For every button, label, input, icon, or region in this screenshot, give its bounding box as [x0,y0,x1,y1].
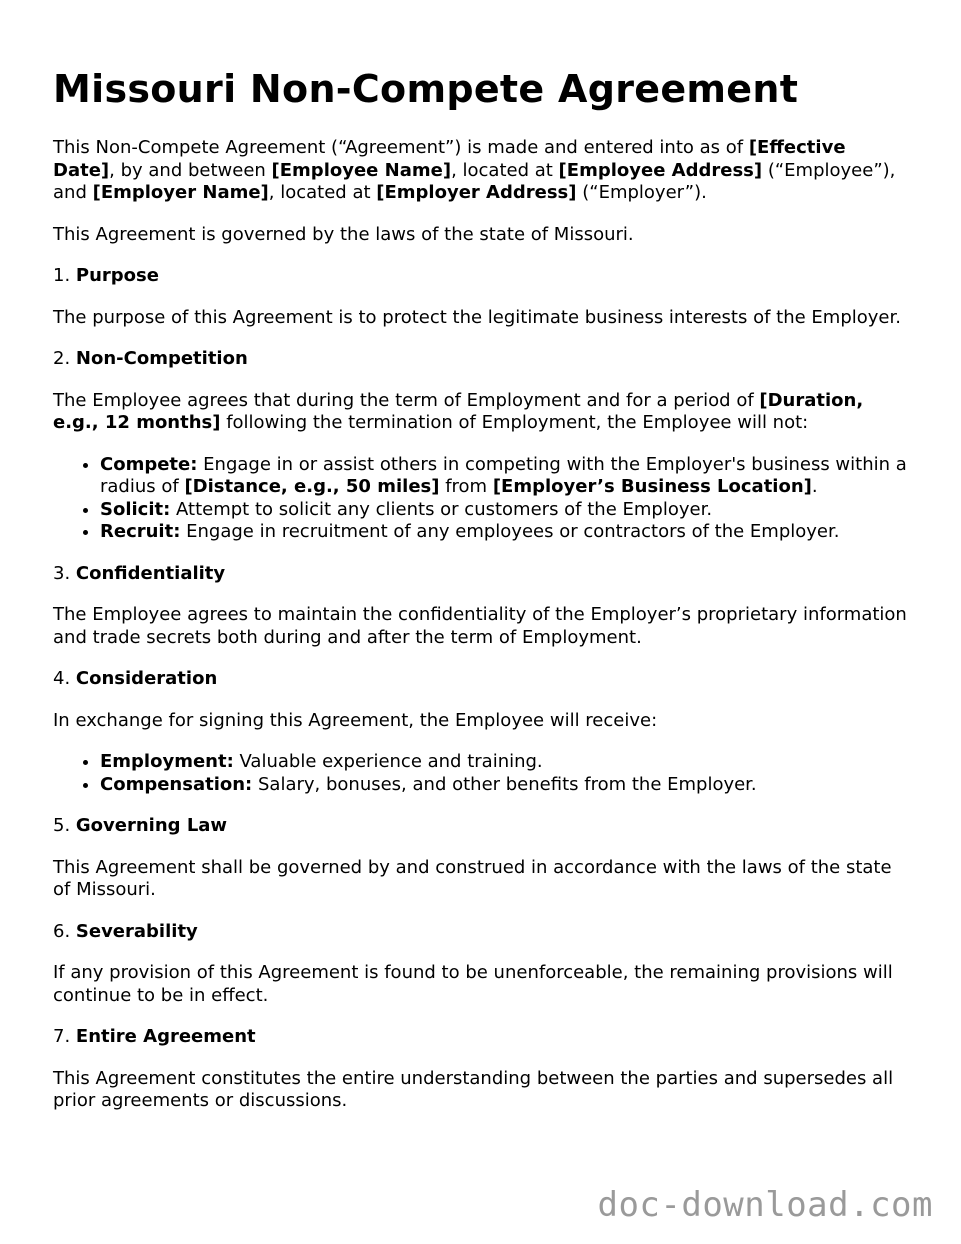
employer-name-placeholder: [Employer Name] [92,182,269,203]
section-number: 2. [53,348,76,369]
employer-address-placeholder: [Employer Address] [376,182,577,203]
non-competition-list [53,454,913,544]
section-heading-non-competition [53,348,913,371]
list-item-label: Solicit: [100,498,171,520]
business-location-placeholder: [Employer’s Business Location] [492,476,812,497]
section-heading-confidentiality [53,563,913,586]
employee-name-placeholder: [Employee Name] [271,159,452,181]
governing-law-paragraph: This Agreement shall be governed by and construed in accordance with the laws of the state of Missouri. [53,856,892,900]
intro-text: , located at [268,182,377,203]
section-heading-consideration [53,668,913,691]
intro-paragraph [53,137,913,205]
list-item-text: Salary, bonuses, and other benefits from the Employer. [252,773,757,795]
list-item [100,499,913,522]
list-item-text: from [439,476,493,497]
list-item-label: Compensation: [100,773,253,795]
effective-date-placeholder: [Effective Date] [53,137,846,181]
section-heading-purpose [53,265,913,288]
consideration-list [53,751,913,796]
non-competition-paragraph [53,390,913,435]
paragraph-text: The Employee agrees that during the term of Employment and for a period of [53,389,760,411]
list-item-text: . [811,476,818,497]
list-item [100,521,913,544]
document-page [53,66,913,1132]
intro-text: This Non-Compete Agreement (“Agreement”) is made and entered into as of [53,137,749,158]
section-title: Governing Law [75,815,228,836]
list-item-text: Attempt to solicit any clients or customers of the Employer. [170,498,713,520]
purpose-paragraph: The purpose of this Agreement is to protect the legitimate business interests of the Employer. [53,306,901,328]
consideration-paragraph: In exchange for signing this Agreement, the Employee will receive: [53,709,658,731]
section-heading-severability [53,921,913,944]
paragraph-text: following the termination of Employment, the Employee will not: [220,412,809,433]
section-heading-governing-law [53,815,913,838]
intro-text: , located at [451,159,559,181]
section-number: 7. [53,1026,76,1047]
section-title: Non-Competition [75,348,248,369]
distance-placeholder: [Distance, e.g., 50 miles] [184,476,440,497]
list-item-text: Engage in recruitment of any employees or contractors of the Employer. [180,521,840,542]
section-title: Consideration [75,668,218,689]
section-number: 3. [53,562,76,584]
duration-placeholder: [Duration, e.g., 12 months] [53,389,864,433]
list-item [100,774,913,797]
section-title: Confidentiality [75,562,226,584]
confidentiality-paragraph: The Employee agrees to maintain the confidentiality of the Employer’s proprietary information and trade secrets both during and after the term of Employment. [53,604,907,648]
list-item-label: Employment: [100,751,234,772]
list-item-label: Compete: [100,453,198,475]
list-item-label: Recruit: [100,521,181,542]
severability-paragraph: If any provision of this Agreement is found to be unenforceable, the remaining provisions will continue to be in effect. [53,962,893,1006]
section-number: 6. [53,920,76,942]
list-item-text: Engage in or assist others in competing with the Employer's business within a radius of [100,453,907,497]
intro-text: , by and between [109,159,272,181]
section-number: 5. [53,815,76,836]
list-item-text: Valuable experience and training. [233,751,543,772]
employee-address-placeholder: [Employee Address] [558,159,763,181]
section-title: Severability [75,920,198,942]
section-number: 4. [53,668,76,689]
document-title: Missouri Non-Compete Agreement [53,67,799,111]
section-number: 1. [53,265,76,286]
intro-text: (“Employee”), and [53,159,896,203]
section-title: Purpose [75,265,159,286]
section-heading-entire-agreement [53,1026,913,1049]
watermark: doc-download.com [597,1185,933,1225]
list-item [100,751,913,774]
list-item [100,454,913,499]
entire-agreement-paragraph: This Agreement constitutes the entire understanding between the parties and supersedes all prior agreements or discussions. [53,1067,894,1111]
intro-text: (“Employer”). [576,182,707,203]
section-title: Entire Agreement [75,1026,256,1047]
governed-paragraph: This Agreement is governed by the laws of the state of Missouri. [53,223,634,245]
